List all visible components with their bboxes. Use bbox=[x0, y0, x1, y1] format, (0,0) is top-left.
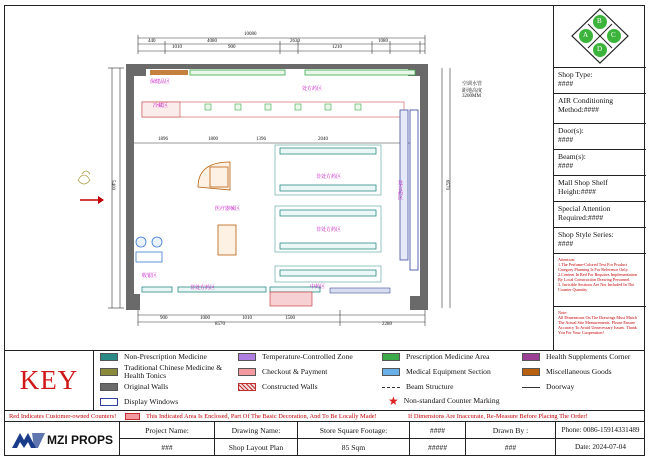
key-item-display-windows bbox=[100, 398, 178, 406]
mzi-logo-icon bbox=[12, 431, 46, 449]
key-swatch bbox=[238, 383, 256, 391]
compass-cell bbox=[554, 5, 646, 67]
key-item-non-prescription bbox=[100, 353, 207, 361]
key-swatch bbox=[522, 353, 540, 361]
key-swatch bbox=[382, 368, 400, 376]
key-label: Original Walls bbox=[124, 382, 169, 391]
dim-inner-3: 1396 bbox=[256, 137, 266, 142]
key-swatch bbox=[100, 353, 118, 361]
key-item-prescription bbox=[382, 353, 490, 361]
logo-text: MZI PROPS bbox=[47, 433, 114, 447]
plant-icon bbox=[78, 171, 90, 184]
pink-swatch bbox=[125, 413, 140, 420]
zone-supplements: 保健品区 bbox=[150, 80, 171, 85]
key-item-supplements bbox=[522, 353, 630, 361]
center-gondolas bbox=[280, 148, 376, 276]
key-swatch bbox=[382, 387, 400, 388]
key-item-tcm bbox=[100, 364, 235, 380]
key-item-original-walls bbox=[100, 383, 168, 391]
key-item-beam bbox=[382, 383, 453, 391]
compass-b: B bbox=[597, 17, 602, 25]
key-label: Constructed Walls bbox=[262, 382, 318, 391]
compass-icon bbox=[554, 5, 646, 67]
dim-4: 1080 bbox=[378, 39, 388, 44]
phone: Phone: 0086-15914331489 bbox=[556, 422, 645, 439]
special-attention: Special Attention Required:#### bbox=[554, 201, 646, 227]
dim-5: 1010 bbox=[172, 45, 182, 50]
key-label: Miscellaneous Goods bbox=[546, 367, 612, 376]
tcm-island bbox=[218, 225, 236, 255]
prescription-counter-row bbox=[142, 102, 404, 117]
notice-middle: This Indicated Area Is Enclosed, Part Of The Basic Decoration, And To Be Locally Made! bbox=[146, 413, 377, 420]
key-item-misc bbox=[522, 368, 612, 376]
drawing-name-value: Shop Layout Plan bbox=[215, 439, 298, 456]
zone-prescription-right: 处方药区 bbox=[397, 180, 402, 200]
key-label: Health Supplements Corner bbox=[546, 352, 631, 361]
key-title: KEY bbox=[5, 350, 94, 410]
contact-cell bbox=[556, 422, 645, 456]
display-window bbox=[410, 110, 418, 270]
zone-medical-equipment: 医疗器械区 bbox=[215, 207, 241, 212]
key-label: Doorway bbox=[546, 382, 575, 391]
attention-notes: Attention: 1.The Perfume-Colored Text For Product Category Planning Is For Reference Only. 2.Content In Red For Requires Implementation By Local Construction Drawing Personnel. 3. Invisible Sections Are Not Included In The Counter Quantity bbox=[554, 253, 646, 306]
blank-top: #### bbox=[410, 422, 466, 439]
entrance-arrow-icon bbox=[80, 196, 104, 204]
blank-bottom: ##### bbox=[410, 439, 466, 456]
zone-tcm: 中药区 bbox=[310, 285, 326, 290]
notice-left: Red Indicates Customer-owned Counters! bbox=[9, 413, 117, 420]
zone-checkout: 收银区 bbox=[142, 274, 158, 279]
top-wall-shelves bbox=[190, 70, 415, 75]
key-swatch bbox=[522, 368, 540, 376]
zone-prescription-top: 处方药区 bbox=[302, 87, 323, 92]
dim-bottom-3: 1010 bbox=[242, 316, 252, 321]
project-name-label: Project Name: bbox=[120, 422, 215, 439]
shelf-height: Mall Shop Shelf Height:#### bbox=[554, 175, 646, 201]
drawn-by-label: Drawn By : bbox=[466, 422, 556, 439]
key-swatch bbox=[100, 398, 118, 406]
dim-bottom-1: 900 bbox=[160, 316, 168, 321]
floor-plan bbox=[70, 30, 548, 342]
dim-total: 10080 bbox=[244, 32, 257, 37]
zone-cold: 冷藏区 bbox=[153, 104, 169, 109]
key-label: Prescription Medicine Area bbox=[406, 352, 490, 361]
dim-inner-1: 1896 bbox=[158, 137, 168, 142]
key-swatch bbox=[238, 353, 256, 361]
shop-type: Shop Type: #### bbox=[554, 67, 646, 93]
notice-row bbox=[4, 410, 645, 422]
doors: Door(s): #### bbox=[554, 123, 646, 149]
key-label: Display Windows bbox=[124, 397, 179, 406]
prescription-shelves bbox=[205, 104, 361, 110]
footage-value: 85 Sqm bbox=[298, 439, 410, 456]
key-swatch bbox=[238, 368, 256, 376]
bottom-shelves bbox=[142, 287, 320, 292]
beam-note: 空调水管 距地高度3200MM bbox=[462, 82, 483, 99]
checkout-counter bbox=[270, 292, 312, 306]
compass-c: C bbox=[611, 31, 616, 39]
tcm-round-table bbox=[198, 162, 230, 190]
waiting-chairs bbox=[136, 237, 162, 262]
key-label: Checkout & Payment bbox=[262, 367, 328, 376]
dim-1: 440 bbox=[148, 39, 156, 44]
key-label: Temperature-Controlled Zone bbox=[262, 352, 353, 361]
zone-otc-bottom: 非处方药区 bbox=[190, 286, 216, 291]
dim-2: 4080 bbox=[207, 39, 217, 44]
dim-bottom-right: 2280 bbox=[382, 322, 392, 327]
entrance-window bbox=[330, 288, 390, 293]
original-walls bbox=[126, 64, 428, 310]
dim-bottom-total: 8570 bbox=[215, 322, 225, 327]
dim-6: 900 bbox=[228, 45, 236, 50]
measure-notes: Note: All Dimensions On The Drawings Must Match The Actual Site Measurements. Please Ensure Accuracy To Avoid Unnecessary Issues. Thank You For Your Cooperation! bbox=[554, 306, 646, 350]
air-conditioning: AIR Conditioning Method:#### bbox=[554, 93, 646, 123]
key-swatch bbox=[382, 353, 400, 361]
key-item-temp-controlled bbox=[238, 353, 353, 361]
key-item-doorway bbox=[522, 383, 574, 391]
info-panel bbox=[553, 5, 645, 350]
key-label: Beam Structure bbox=[406, 382, 454, 391]
compass-a: A bbox=[583, 31, 589, 39]
footage-label: Store Square Footage: bbox=[298, 422, 410, 439]
key-item-constructed-walls bbox=[238, 383, 318, 391]
key-item-medical-equipment bbox=[382, 368, 491, 376]
zone-otc-1: 非处方药区 bbox=[316, 175, 342, 180]
compass-d: D bbox=[597, 45, 603, 53]
key-label: Medical Equipment Section bbox=[406, 367, 491, 376]
key-swatch bbox=[522, 387, 540, 388]
logo-cell bbox=[4, 422, 120, 456]
zone-otc-2: 非处方药区 bbox=[316, 228, 342, 233]
dim-7: 1210 bbox=[332, 45, 342, 50]
key-label: Traditional Chinese Medicine & Health Tonics bbox=[124, 363, 223, 380]
beams: Beam(s): #### bbox=[554, 149, 646, 175]
key-swatch bbox=[100, 383, 118, 391]
dim-bottom-2: 1000 bbox=[200, 316, 210, 321]
dim-inner-2: 1800 bbox=[208, 137, 218, 142]
drawn-by-value: ### bbox=[466, 439, 556, 456]
key-label: Non-Prescription Medicine bbox=[124, 352, 207, 361]
key-item-checkout bbox=[238, 368, 327, 376]
dim-bottom-4: 1500 bbox=[285, 316, 295, 321]
date: Date: 2024-07-04 bbox=[575, 443, 626, 451]
dim-left: 5400 bbox=[110, 180, 115, 190]
dim-3: 2630 bbox=[290, 39, 300, 44]
drawing-name-label: Drawing Name: bbox=[215, 422, 298, 439]
key-swatch bbox=[100, 368, 118, 376]
dim-right: 8570 bbox=[444, 180, 449, 190]
project-name-value: ### bbox=[120, 439, 215, 456]
dim-inner-4: 2040 bbox=[318, 137, 328, 142]
style-series: Shop Style Series: #### bbox=[554, 227, 646, 253]
key-label: Non-standard Counter Marking bbox=[403, 396, 500, 405]
misc-goods-shelf bbox=[150, 70, 188, 75]
notice-right: If Dimensions Are Inaccurate, Re-Measure Before Placing The Order! bbox=[408, 413, 588, 420]
title-block bbox=[120, 422, 556, 456]
key-item-non-standard bbox=[388, 394, 500, 408]
star-icon: ★ bbox=[388, 394, 399, 408]
